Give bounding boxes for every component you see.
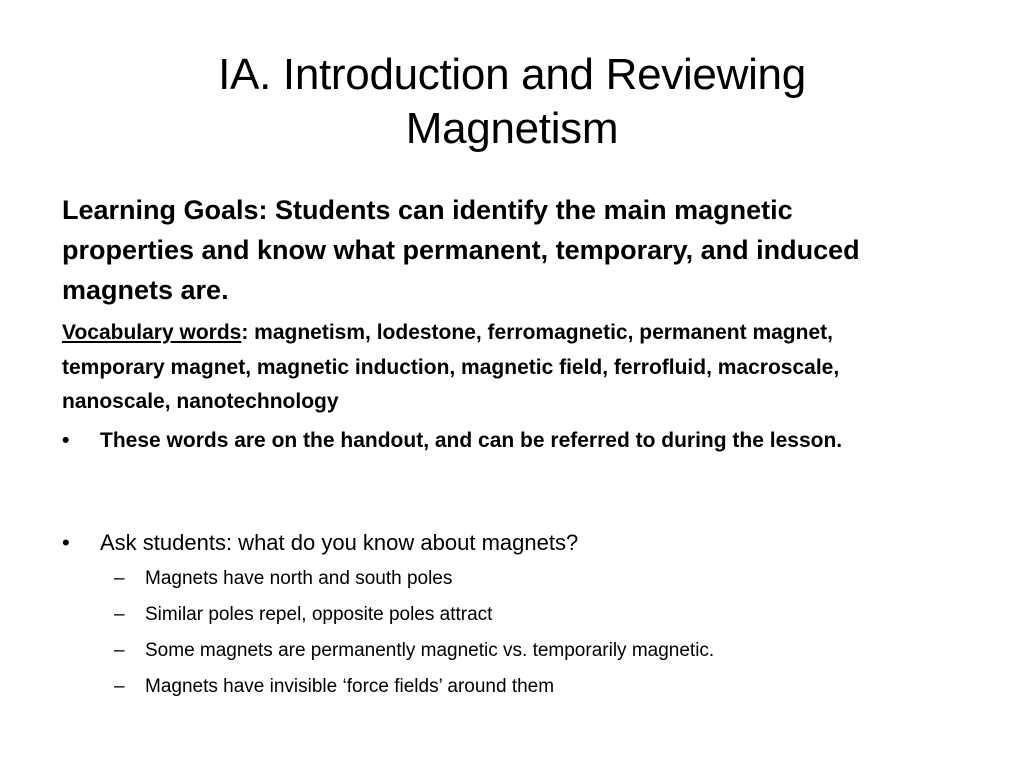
vocabulary-list: : magnetism, lodestone, ferromagnetic, permanent magnet, temporary magnet, magnetic induction, magnetic field, ferrofluid, macroscale, nanoscale, nanotechnology xyxy=(62,321,840,413)
vocabulary-label: Vocabulary words xyxy=(62,321,242,344)
slide-title xyxy=(100,48,924,156)
bullet-text: Ask students: what do you know about magnets? xyxy=(100,530,579,555)
bullet-text: These words are on the handout, and can be referred to during the lesson. xyxy=(100,429,843,452)
sub-bullet xyxy=(114,566,934,592)
bullet-marker: • xyxy=(62,429,70,452)
sub-bullet-marker: – xyxy=(114,568,125,589)
sub-bullet xyxy=(114,674,934,700)
sub-bullet xyxy=(114,602,934,628)
bullet-marker: • xyxy=(62,530,70,555)
sub-bullet-marker: – xyxy=(114,640,125,661)
vocabulary-paragraph xyxy=(62,316,922,420)
sub-bullet-text: Similar poles repel, opposite poles attract xyxy=(145,604,493,625)
learning-goals: Learning Goals: Students can identify the main magnetic properties and know what permanent, temporary, and induced magnets are. xyxy=(62,195,860,305)
sub-bullet xyxy=(114,638,934,664)
title-line-1: IA. Introduction and Reviewing xyxy=(218,50,806,99)
sub-bullet-text: Some magnets are permanently magnetic vs. temporarily magnetic. xyxy=(145,640,715,661)
title-line-2: Magnetism xyxy=(405,104,619,153)
bullet-handout-note xyxy=(62,424,922,458)
bullet-ask-students xyxy=(62,526,922,560)
sub-bullet-text: Magnets have north and south poles xyxy=(145,568,453,589)
sub-bullet-text: Magnets have invisible ‘force fields’ around them xyxy=(145,676,555,697)
sub-bullet-marker: – xyxy=(114,604,125,625)
sub-bullet-marker: – xyxy=(114,676,125,697)
